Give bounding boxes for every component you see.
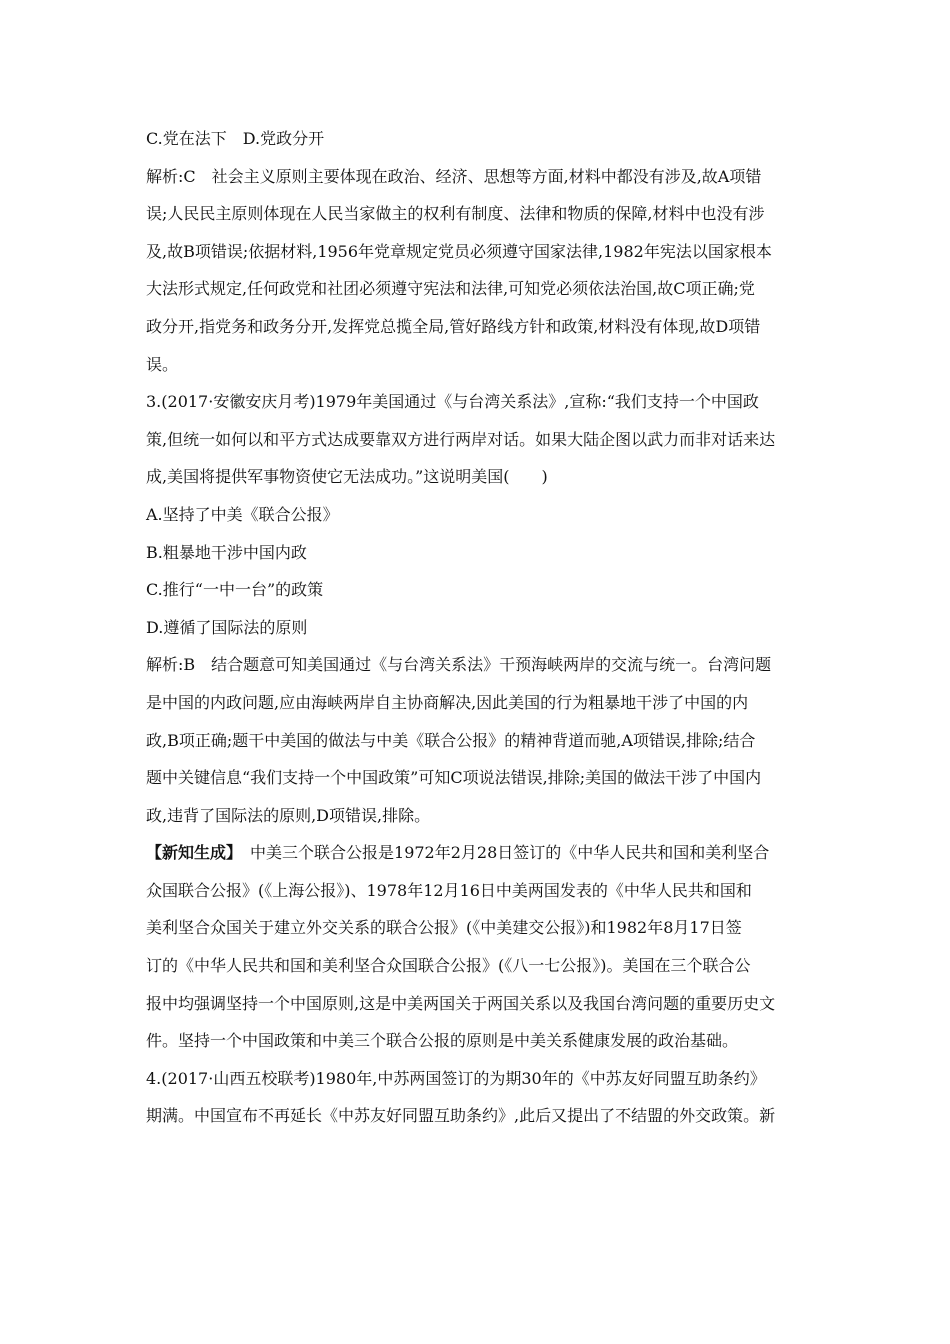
knowledge-line: 件。坚持一个中国政策和中美三个联合公报的原则是中美关系健康发展的政治基础。: [146, 1031, 739, 1051]
option-line: C.党在法下 D.党政分开: [146, 129, 325, 148]
knowledge-text: 中美三个联合公报是1972年2月28日签订的《中华人民共和国和美利坚合: [234, 843, 770, 863]
question-line: 期满。中国宣布不再延长《中苏友好同盟互助条约》,此后又提出了不结盟的外交政策。新: [146, 1106, 776, 1126]
analysis-line: 是中国的内政问题,应由海峡两岸自主协商解决,因此美国的行为粗暴地干涉了中国的内: [146, 692, 749, 712]
analysis-line: 政,B项正确;题干中美国的做法与中美《联合公报》的精神背道而驰,A项错误,排除;结合: [146, 730, 756, 750]
option-b: B.粗暴地干涉中国内政: [146, 542, 307, 562]
question-line: 4.(2017·山西五校联考)1980年,中苏两国签订的为期30年的《中苏友好同盟互助条约》: [146, 1068, 766, 1088]
analysis-line: 政分开,指党务和政务分开,发挥党总揽全局,管好路线方针和政策,材料没有体现,故D项错: [146, 316, 761, 336]
question-line: 成,美国将提供军事物资使它无法成功。”这说明美国( ): [146, 467, 548, 487]
option-d: D.遵循了国际法的原则: [146, 617, 308, 637]
analysis-line: 误。: [146, 354, 179, 374]
knowledge-line: 众国联合公报》(《上海公报》)、1978年12月16日中美两国发表的《中华人民共和国和: [146, 880, 752, 900]
knowledge-tag: 【新知生成】: [146, 843, 235, 863]
analysis-line: 政,违背了国际法的原则,D项错误,排除。: [146, 805, 431, 825]
knowledge-line: 报中均强调坚持一个中国原则,这是中美两国关于两国关系以及我国台湾问题的重要历史文: [146, 993, 776, 1013]
analysis-line: 解析:C 社会主义原则主要体现在政治、经济、思想等方面,材料中都没有涉及,故A项错: [146, 166, 762, 186]
option-a: A.坚持了中美《联合公报》: [146, 504, 339, 524]
analysis-line: 误;人民民主原则体现在人民当家做主的权利有制度、法律和物质的保障,材料中也没有涉: [146, 204, 765, 224]
document-body: [146, 120, 810, 1135]
knowledge-line: 美利坚合众国关于建立外交关系的联合公报》(《中美建交公报》)和1982年8月17日签: [146, 918, 742, 938]
analysis-line: 大法形式规定,任何政党和社团必须遵守宪法和法律,可知党必须依法治国,故C项正确;党: [146, 279, 755, 299]
question-line: 策,但统一如何以和平方式达成要靠双方进行两岸对话。如果大陆企图以武力而非对话来达: [146, 429, 776, 449]
analysis-line: 及,故B项错误;依据材料,1956年党章规定党员必须遵守国家法律,1982年宪法以国家根本: [146, 241, 772, 261]
option-c: C.推行“一中一台”的政策: [146, 580, 324, 600]
analysis-line: 解析:B 结合题意可知美国通过《与台湾关系法》干预海峡两岸的交流与统一。台湾问题: [146, 655, 772, 675]
knowledge-line: 订的《中华人民共和国和美利坚合众国联合公报》(《八一七公报》)。美国在三个联合公: [146, 956, 751, 976]
knowledge-line: [146, 834, 810, 872]
question-line: 3.(2017·安徽安庆月考)1979年美国通过《与台湾关系法》,宣称:“我们支持一个中国政: [146, 392, 759, 412]
analysis-line: 题中关键信息“我们支持一个中国政策”可知C项说法错误,排除;美国的做法干涉了中国内: [146, 768, 762, 788]
